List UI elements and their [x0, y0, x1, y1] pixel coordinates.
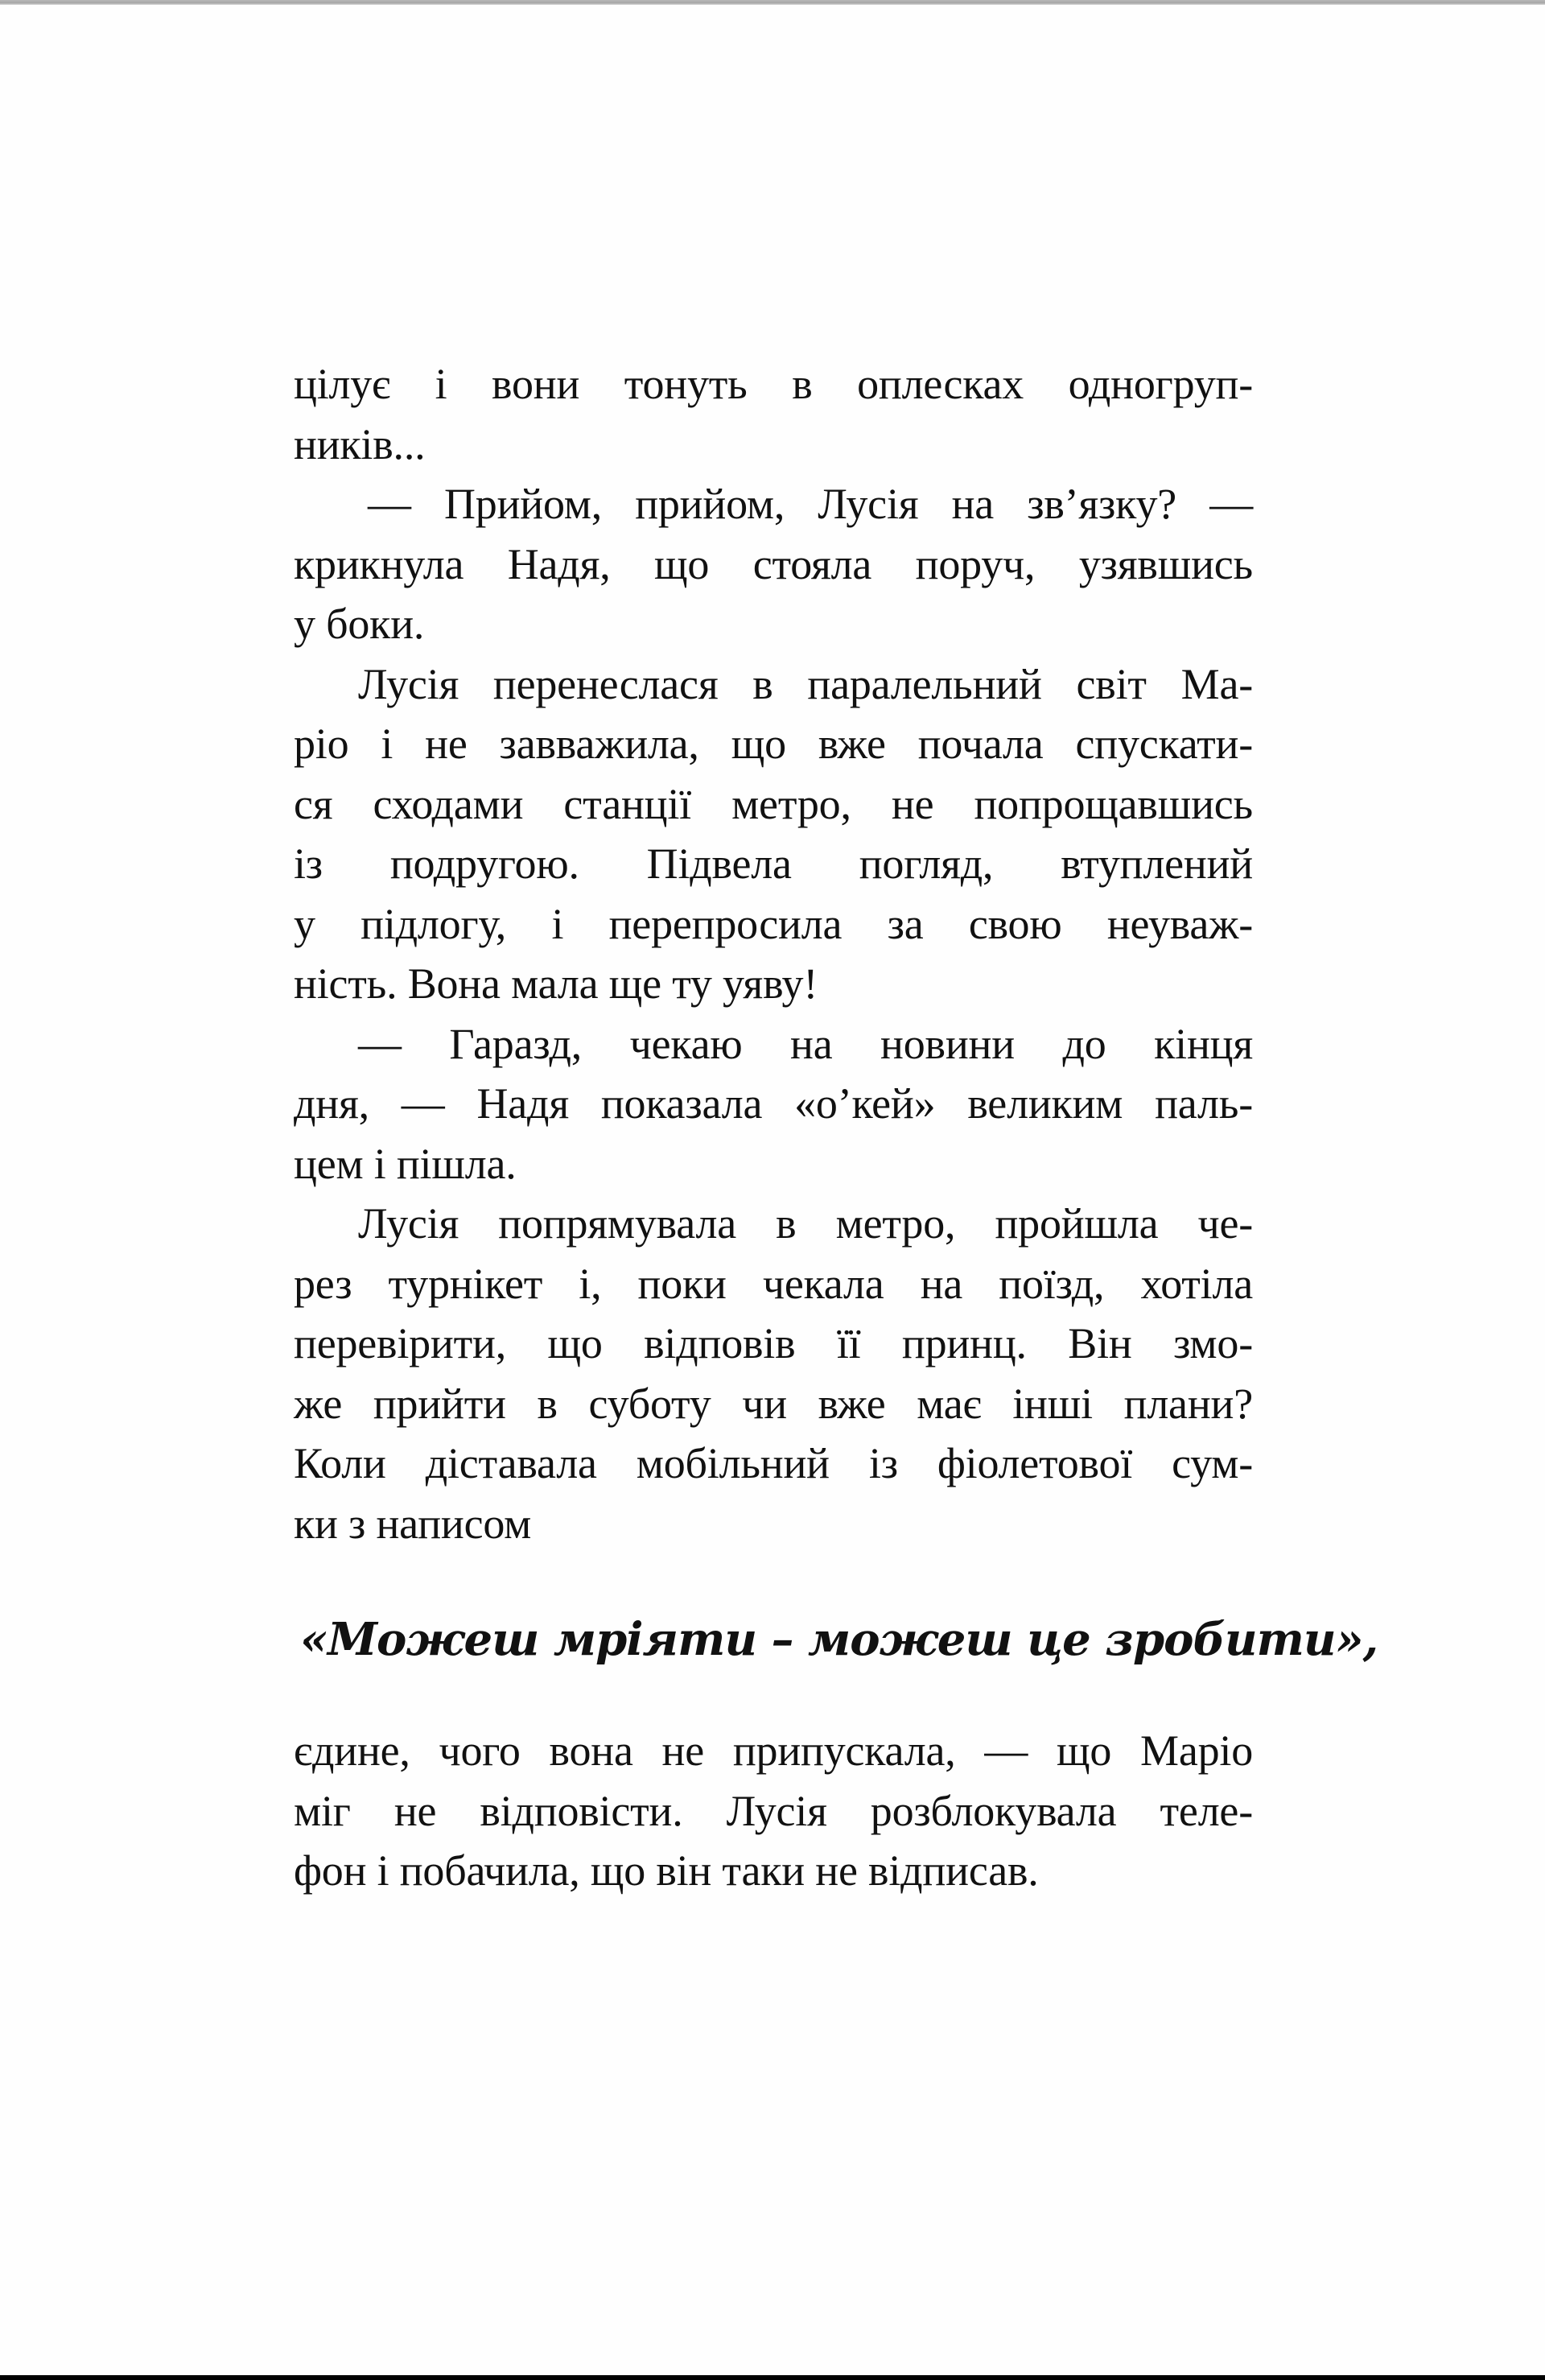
text-line: ників...: [294, 419, 426, 468]
text-line: фон і побачила, що він таки не відписав.: [294, 1846, 1039, 1895]
text-line: єдине, чого вона не припускала, — що Маріо: [294, 1726, 1253, 1775]
viewer-top-border: [0, 0, 1545, 5]
text-block-1: [294, 354, 1253, 1553]
text-line: цілує і вони тонуть в оплесках одногруп-: [294, 360, 1253, 408]
text-line: — Гаразд, чекаю на новини до кінця: [358, 1019, 1253, 1068]
viewer-bottom-border: [0, 2375, 1545, 2380]
text-line: Коли діставала мобільний із фіолетової сум-: [294, 1439, 1253, 1487]
text-line: же прийти в суботу чи вже має інші плани?: [294, 1379, 1253, 1428]
text-line: Лусія перенеслася в паралельний світ Ма-: [358, 659, 1253, 708]
text-line: міг не відповісти. Лусія розблокувала теле-: [294, 1786, 1253, 1835]
text-line: із подругою. Підвела погляд, втуплений: [294, 839, 1253, 888]
text-line: ки з написом: [294, 1499, 532, 1548]
text-line: рез турнікет і, поки чекала на поїзд, хотіла: [294, 1259, 1253, 1308]
text-line: ся сходами станції метро, не попрощавшись: [294, 779, 1253, 828]
text-block-2: [294, 1721, 1253, 1901]
text-line: перевірити, що відповів її принц. Він змо-: [294, 1319, 1253, 1367]
text-line: ріо і не завважила, що вже почала спускати-: [294, 720, 1253, 768]
text-line: у підлогу, і перепросила за свою неуваж-: [294, 899, 1253, 948]
text-line: — Прийом, прийом, Лусія на зв’язку? —: [368, 480, 1253, 528]
book-page: [294, 354, 1378, 1901]
text-line: у боки.: [294, 600, 425, 648]
text-line: Лусія попрямувала в метро, пройшла че-: [358, 1199, 1253, 1248]
text-line: крикнула Надя, що стояла поруч, узявшись: [294, 539, 1253, 588]
bag-inscription-motto: «Можеш мріяти – можеш це зробити»,: [300, 1613, 1378, 1666]
text-line: цем і пішла.: [294, 1139, 517, 1188]
text-line: ність. Вона мала ще ту уяву!: [294, 959, 818, 1008]
text-line: дня, — Надя показала «о’кей» великим паль-: [294, 1079, 1253, 1128]
